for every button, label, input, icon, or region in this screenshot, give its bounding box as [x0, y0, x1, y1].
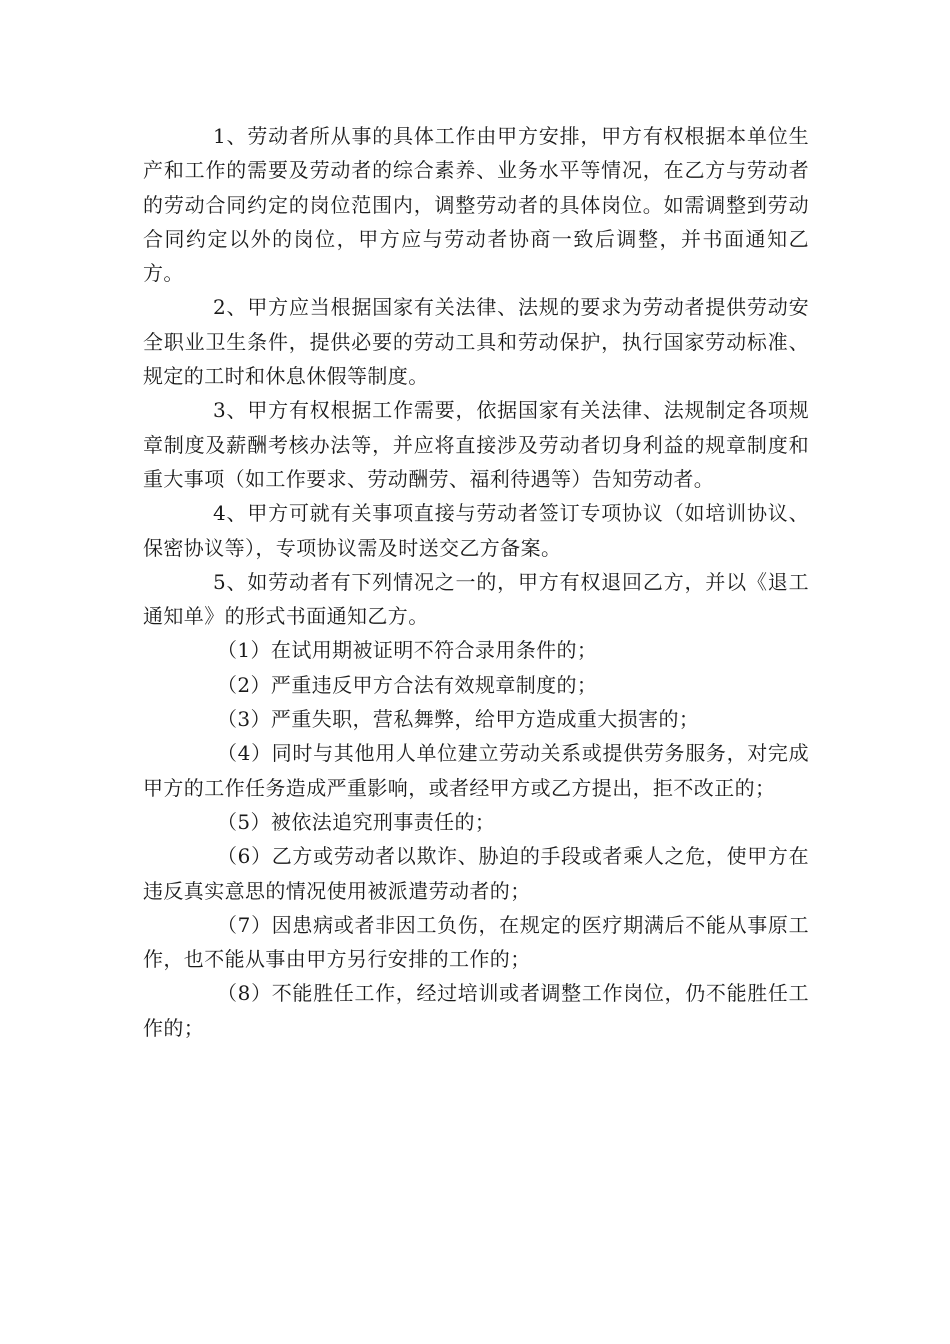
list-item-3: （3）严重失职，营私舞弊，给甲方造成重大损害的；	[217, 707, 700, 732]
paragraph-1: 1、劳动者所从事的具体工作由甲方安排，甲方有权根据本单位生产和工作的需要及劳动者的综合素养、业务水平等情况，在乙方与劳动者的劳动合同约定的岗位范围内，调整劳动者的具体岗位。如需调整到劳动合同约定以外的岗位，甲方应与劳动者协商一致后调整，并书面通知乙方。	[143, 124, 809, 286]
list-item-7: （7）因患病或者非因工负伤，在规定的医疗期满后不能从事原工作，也不能从事由甲方另行安排的工作的；	[143, 912, 809, 972]
list-item-6: （6）乙方或劳动者以欺诈、胁迫的手段或者乘人之危，使甲方在违反真实意思的情况使用被派遣劳动者的；	[143, 844, 809, 903]
paragraph-4: 4、甲方可就有关事项直接与劳动者签订专项协议（如培训协议、保密协议等），专项协议需及时送交乙方备案。	[143, 501, 809, 560]
list-item-1: （1）在试用期被证明不符合录用条件的；	[217, 638, 598, 663]
list-item-2: （2）严重违反甲方合法有效规章制度的；	[217, 672, 598, 697]
list-item-5: （5）被依法追究刑事责任的；	[217, 809, 496, 834]
paragraph-3: 3、甲方有权根据工作需要，依据国家有关法律、法规制定各项规章制度及薪酬考核办法等，并应将直接涉及劳动者切身利益的规章制度和重大事项（如工作要求、劳动酬劳、福利待遇等）告知劳动者。	[143, 398, 809, 491]
list-item-8: （8）不能胜任工作，经过培训或者调整工作岗位，仍不能胜任工作的；	[143, 981, 809, 1040]
paragraph-5: 5、如劳动者有下列情况之一的，甲方有权退回乙方，并以《退工通知单》的形式书面通知乙方。	[143, 569, 809, 629]
document-body	[143, 119, 809, 1045]
paragraph-2: 2、甲方应当根据国家有关法律、法规的要求为劳动者提供劳动安全职业卫生条件，提供必要的劳动工具和劳动保护，执行国家劳动标准、规定的工时和休息休假等制度。	[143, 295, 809, 389]
list-item-4: （4）同时与其他用人单位建立劳动关系或提供劳务服务，对完成甲方的工作任务造成严重影响，或者经甲方或乙方提出，拒不改正的；	[143, 741, 809, 800]
